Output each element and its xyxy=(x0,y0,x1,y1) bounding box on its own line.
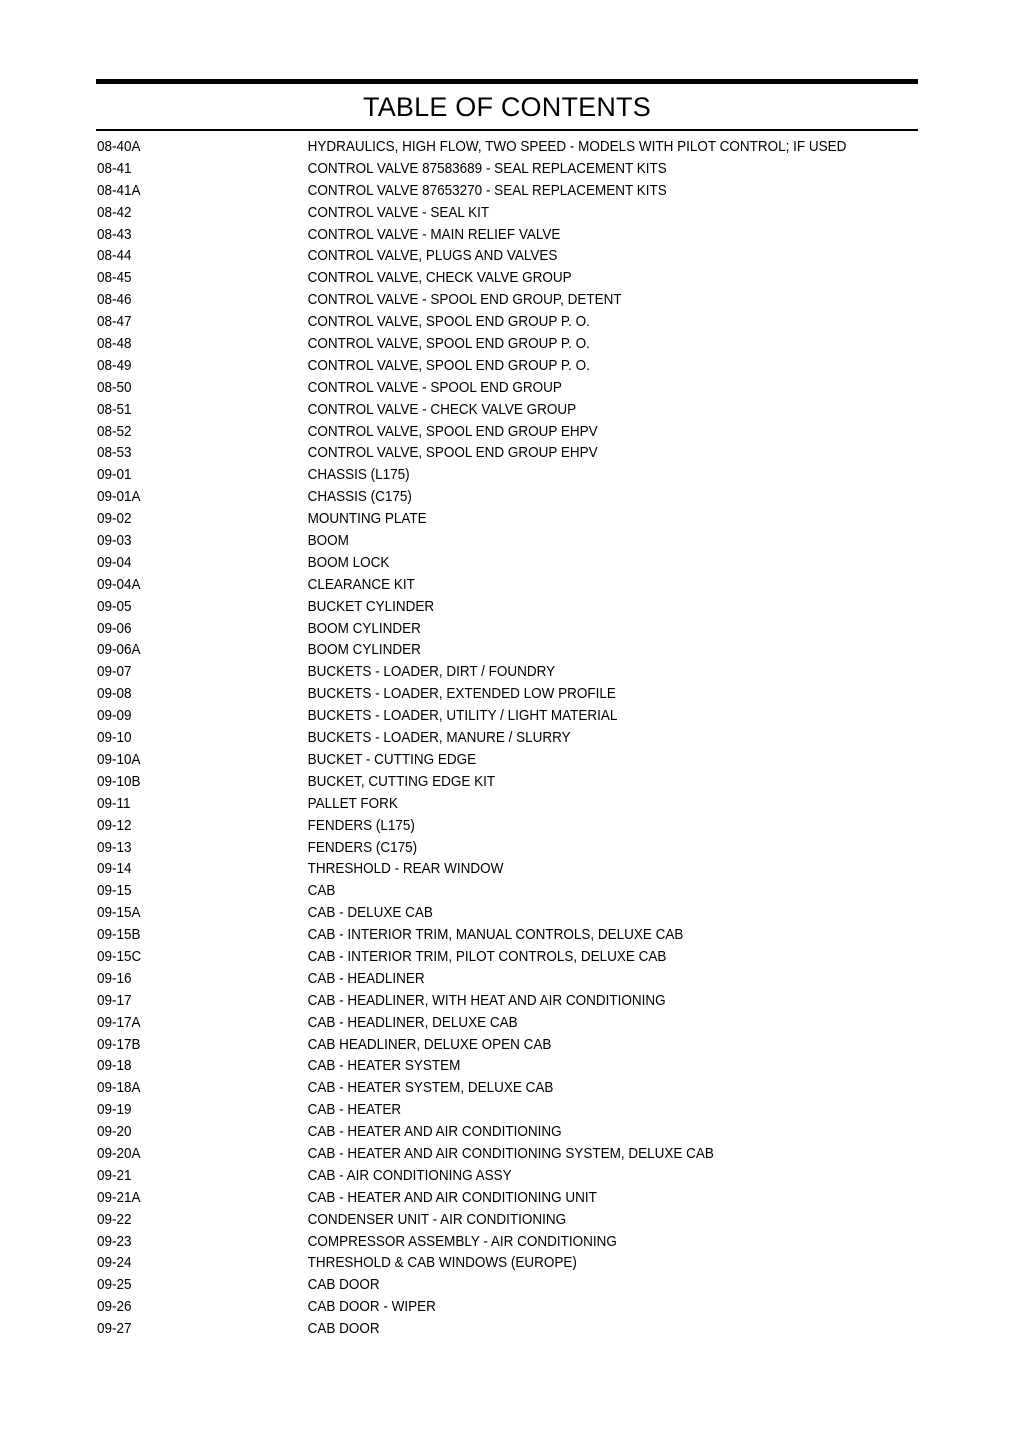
toc-title: THRESHOLD & CAB WINDOWS (EUROPE) xyxy=(307,1254,577,1272)
toc-title: CONTROL VALVE - SEAL KIT xyxy=(307,203,490,221)
toc-title: CAB - HEATER AND AIR CONDITIONING xyxy=(307,1123,562,1141)
toc-code: 08-49 xyxy=(97,356,132,374)
toc-title: CONTROL VALVE - CHECK VALVE GROUP xyxy=(307,400,577,418)
toc-code: 09-22 xyxy=(97,1210,132,1228)
toc-code: 09-04A xyxy=(97,575,141,593)
toc-row xyxy=(97,377,835,399)
toc-row xyxy=(97,486,835,508)
toc-row xyxy=(97,224,835,246)
toc-code: 09-11 xyxy=(97,794,131,812)
toc-title: CONTROL VALVE, SPOOL END GROUP P. O. xyxy=(307,335,590,353)
toc-title: CHASSIS (C175) xyxy=(307,488,412,506)
toc-title: CONTROL VALVE - SPOOL END GROUP, DETENT xyxy=(307,291,622,309)
toc-title: CONTROL VALVE, CHECK VALVE GROUP xyxy=(307,269,572,287)
toc-code: 09-21A xyxy=(97,1188,141,1206)
toc-code: 09-06A xyxy=(97,641,141,659)
toc-code: 09-20A xyxy=(97,1144,141,1162)
toc-code: 09-10A xyxy=(97,750,141,768)
toc-code: 09-13 xyxy=(97,838,132,856)
toc-title: CAB - HEATER xyxy=(307,1101,402,1119)
toc-row xyxy=(97,1077,835,1099)
toc-row xyxy=(97,727,835,749)
toc-title: CONDENSER UNIT - AIR CONDITIONING xyxy=(307,1210,567,1228)
toc-row xyxy=(97,1165,835,1187)
toc-row xyxy=(97,289,835,311)
toc-row xyxy=(97,771,835,793)
toc-row xyxy=(97,1187,835,1209)
toc-code: 08-44 xyxy=(97,247,132,265)
toc-row xyxy=(97,421,835,443)
toc-title: CAB - HEADLINER, WITH HEAT AND AIR CONDITIONING xyxy=(307,991,666,1009)
toc-title: CONTROL VALVE, SPOOL END GROUP P. O. xyxy=(307,313,590,331)
toc-code: 09-15A xyxy=(97,904,141,922)
toc-code: 09-15 xyxy=(97,882,132,900)
toc-row xyxy=(97,1034,835,1056)
toc-title: BUCKETS - LOADER, EXTENDED LOW PROFILE xyxy=(307,685,616,703)
toc-code: 09-15C xyxy=(97,947,142,965)
toc-row xyxy=(97,968,835,990)
toc-code: 09-17A xyxy=(97,1013,141,1031)
toc-title: BUCKETS - LOADER, MANURE / SLURRY xyxy=(307,729,571,747)
toc-row xyxy=(97,245,835,267)
toc-code: 09-01A xyxy=(97,488,141,506)
toc-code: 09-04 xyxy=(97,553,132,571)
toc-row xyxy=(97,530,835,552)
toc-row xyxy=(97,596,835,618)
toc-title: BUCKETS - LOADER, UTILITY / LIGHT MATERIAL xyxy=(307,707,618,725)
toc-row xyxy=(97,661,835,683)
toc-title: CAB DOOR xyxy=(307,1320,380,1338)
top-rule xyxy=(96,79,918,84)
toc-code: 08-53 xyxy=(97,444,132,462)
toc-code: 09-21 xyxy=(97,1166,132,1184)
toc-row xyxy=(97,683,835,705)
toc-code: 09-26 xyxy=(97,1298,132,1316)
toc-title: CAB HEADLINER, DELUXE OPEN CAB xyxy=(307,1035,552,1053)
toc-code: 09-03 xyxy=(97,532,132,550)
toc-title: BUCKET CYLINDER xyxy=(307,597,435,615)
toc-row xyxy=(97,1121,835,1143)
toc-row xyxy=(97,267,835,289)
toc-code: 08-46 xyxy=(97,291,132,309)
toc-title: MOUNTING PLATE xyxy=(307,510,427,528)
toc-title: THRESHOLD - REAR WINDOW xyxy=(307,860,504,878)
toc-title: CONTROL VALVE, SPOOL END GROUP EHPV xyxy=(307,444,598,462)
toc-title: CAB - HEADLINER, DELUXE CAB xyxy=(307,1013,518,1031)
toc-code: 09-09 xyxy=(97,707,132,725)
toc-code: 09-27 xyxy=(97,1320,132,1338)
toc-code: 09-14 xyxy=(97,860,132,878)
toc-title: BUCKET - CUTTING EDGE xyxy=(307,750,477,768)
toc-title: CAB DOOR xyxy=(307,1276,380,1294)
toc-code: 08-45 xyxy=(97,269,132,287)
toc-code: 08-47 xyxy=(97,313,132,331)
toc-code: 09-08 xyxy=(97,685,132,703)
toc-code: 08-51 xyxy=(97,400,132,418)
toc-title: CAB xyxy=(307,882,336,900)
toc-row xyxy=(97,902,835,924)
toc-code: 09-12 xyxy=(97,816,132,834)
toc-code: 09-20 xyxy=(97,1123,132,1141)
toc-row xyxy=(97,442,835,464)
toc-code: 08-41A xyxy=(97,181,141,199)
toc-code: 09-23 xyxy=(97,1232,132,1250)
toc-title: CHASSIS (L175) xyxy=(307,466,410,484)
toc-code: 09-07 xyxy=(97,663,132,681)
toc-code: 09-10 xyxy=(97,729,132,747)
toc-code: 09-02 xyxy=(97,510,132,528)
toc-code: 09-06 xyxy=(97,619,132,637)
toc-list xyxy=(97,136,917,1340)
toc-code: 09-24 xyxy=(97,1254,132,1272)
toc-title: CONTROL VALVE, PLUGS AND VALVES xyxy=(307,247,558,265)
toc-row xyxy=(97,464,835,486)
toc-title: BOOM xyxy=(307,532,349,550)
toc-title: CONTROL VALVE, SPOOL END GROUP EHPV xyxy=(307,422,598,440)
toc-title: BOOM CYLINDER xyxy=(307,641,421,659)
toc-row xyxy=(97,749,835,771)
toc-row xyxy=(97,1274,835,1296)
toc-code: 09-18A xyxy=(97,1079,141,1097)
toc-row xyxy=(97,880,835,902)
toc-row xyxy=(97,1209,835,1231)
toc-row xyxy=(97,793,835,815)
toc-title: CLEARANCE KIT xyxy=(307,575,415,593)
toc-row xyxy=(97,1055,835,1077)
toc-title: CAB - HEADLINER xyxy=(307,969,425,987)
toc-row xyxy=(97,815,835,837)
toc-title: CONTROL VALVE 87583689 - SEAL REPLACEMENT KITS xyxy=(307,159,667,177)
toc-title: BOOM CYLINDER xyxy=(307,619,421,637)
toc-code: 08-41 xyxy=(97,159,132,177)
toc-row xyxy=(97,705,835,727)
toc-title: CAB DOOR - WIPER xyxy=(307,1298,436,1316)
toc-code: 09-19 xyxy=(97,1101,132,1119)
toc-code: 09-10B xyxy=(97,772,141,790)
toc-row xyxy=(97,552,835,574)
toc-row xyxy=(97,1143,835,1165)
toc-title: BUCKETS - LOADER, DIRT / FOUNDRY xyxy=(307,663,556,681)
toc-row xyxy=(97,639,835,661)
toc-row xyxy=(97,399,835,421)
toc-code: 09-25 xyxy=(97,1276,132,1294)
toc-title: CAB - INTERIOR TRIM, MANUAL CONTROLS, DELUXE CAB xyxy=(307,926,684,944)
toc-row xyxy=(97,333,835,355)
toc-title: FENDERS (L175) xyxy=(307,816,415,834)
toc-row xyxy=(97,618,835,640)
toc-title: CAB - HEATER SYSTEM, DELUXE CAB xyxy=(307,1079,554,1097)
toc-row xyxy=(97,136,847,158)
toc-row xyxy=(97,858,835,880)
toc-title: CONTROL VALVE - SPOOL END GROUP xyxy=(307,378,562,396)
toc-code: 08-50 xyxy=(97,378,132,396)
toc-code: 08-43 xyxy=(97,225,132,243)
toc-title: CONTROL VALVE - MAIN RELIEF VALVE xyxy=(307,225,561,243)
toc-row xyxy=(97,508,835,530)
toc-code: 09-17 xyxy=(97,991,132,1009)
toc-row xyxy=(97,1231,835,1253)
toc-code: 08-52 xyxy=(97,422,132,440)
title-underline xyxy=(96,129,918,131)
toc-row xyxy=(97,180,835,202)
toc-row xyxy=(97,1318,835,1340)
page-title: TABLE OF CONTENTS xyxy=(363,92,651,122)
toc-title: CAB - INTERIOR TRIM, PILOT CONTROLS, DELUXE CAB xyxy=(307,947,667,965)
toc-title: CAB - HEATER SYSTEM xyxy=(307,1057,461,1075)
toc-row xyxy=(97,158,835,180)
toc-code: 09-15B xyxy=(97,926,141,944)
toc-row xyxy=(97,924,835,946)
toc-row xyxy=(97,946,835,968)
toc-title: CAB - AIR CONDITIONING ASSY xyxy=(307,1166,512,1184)
toc-code: 09-05 xyxy=(97,597,132,615)
toc-code: 09-01 xyxy=(97,466,132,484)
toc-code: 09-17B xyxy=(97,1035,141,1053)
toc-title: CAB - HEATER AND AIR CONDITIONING UNIT xyxy=(307,1188,597,1206)
toc-code: 08-42 xyxy=(97,203,132,221)
toc-row xyxy=(97,574,835,596)
toc-code: 08-48 xyxy=(97,335,132,353)
toc-code: 08-40A xyxy=(97,138,141,155)
toc-row xyxy=(97,990,835,1012)
toc-code: 09-18 xyxy=(97,1057,132,1075)
toc-title: FENDERS (C175) xyxy=(307,838,418,856)
toc-row xyxy=(97,202,835,224)
toc-title: HYDRAULICS, HIGH FLOW, TWO SPEED - MODELS WITH PILOT CONTROL; IF USED xyxy=(307,138,847,155)
toc-title: CONTROL VALVE 87653270 - SEAL REPLACEMENT KITS xyxy=(307,181,667,199)
toc-title: PALLET FORK xyxy=(307,794,398,812)
toc-title: CONTROL VALVE, SPOOL END GROUP P. O. xyxy=(307,356,590,374)
toc-row xyxy=(97,1012,835,1034)
toc-row xyxy=(97,355,835,377)
toc-row xyxy=(97,1296,835,1318)
toc-row xyxy=(97,1252,835,1274)
toc-title: BOOM LOCK xyxy=(307,553,390,571)
toc-title: BUCKET, CUTTING EDGE KIT xyxy=(307,772,496,790)
toc-row xyxy=(97,837,835,859)
toc-row xyxy=(97,311,835,333)
toc-code: 09-16 xyxy=(97,969,132,987)
toc-title: COMPRESSOR ASSEMBLY - AIR CONDITIONING xyxy=(307,1232,617,1250)
toc-title: CAB - DELUXE CAB xyxy=(307,904,433,922)
toc-row xyxy=(97,1099,835,1121)
toc-title: CAB - HEATER AND AIR CONDITIONING SYSTEM, DELUXE CAB xyxy=(307,1144,714,1162)
